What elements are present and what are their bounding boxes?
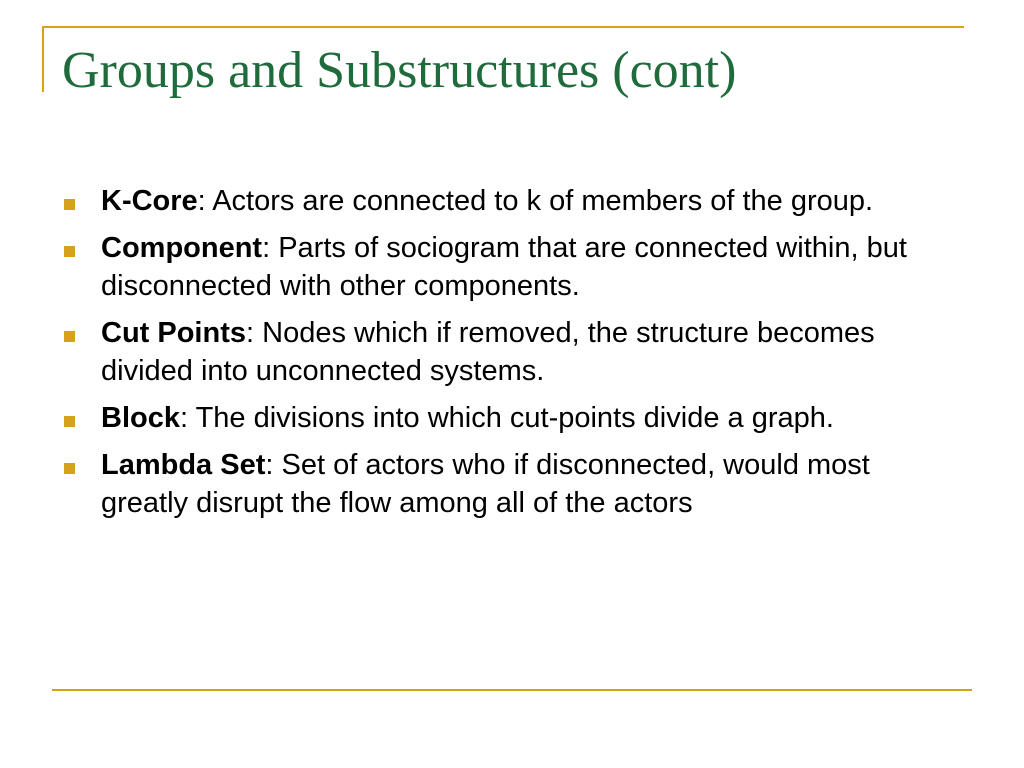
bottom-accent-line (52, 689, 972, 691)
square-bullet-icon (64, 246, 75, 257)
square-bullet-icon (64, 416, 75, 427)
left-accent-line (42, 26, 44, 92)
bullet-term: K-Core (101, 185, 198, 217)
bullet-item-component (64, 230, 964, 305)
bullet-term: Lambda Set (101, 449, 266, 482)
square-bullet-icon (64, 199, 75, 210)
square-bullet-icon (64, 331, 75, 342)
bullet-separator: : (246, 317, 255, 350)
top-accent-line (42, 26, 964, 28)
bullet-text: Nodes which if removed, the structure becomes divided into unconnected systems. (101, 317, 875, 387)
bullet-separator: : (262, 232, 271, 265)
slide-title: Groups and Substructures (cont) (62, 42, 737, 99)
bullet-separator: : (179, 402, 189, 435)
bullet-text: Parts of sociogram that are connected within, but disconnected with other components. (101, 232, 907, 302)
square-bullet-icon (64, 463, 75, 474)
bullet-text: Actors are connected to k of members of the group. (205, 185, 874, 217)
bullet-term: Cut Points (101, 317, 246, 350)
bullet-separator: : (265, 449, 274, 482)
bullet-term: Block (101, 402, 180, 435)
bullet-item-lambda-set (64, 447, 964, 522)
bullet-term: Component (101, 232, 263, 265)
bullet-item-k-core (64, 183, 964, 220)
bullet-text: Set of actors who if disconnected, would most greatly disrupt the flow among all of the actors (101, 449, 870, 519)
bullet-item-block (64, 400, 964, 437)
bullet-list (64, 183, 964, 532)
bullet-separator: : (197, 185, 206, 217)
bullet-item-cut-points (64, 315, 964, 390)
bullet-text: The divisions into which cut-points divide a graph. (188, 402, 834, 435)
